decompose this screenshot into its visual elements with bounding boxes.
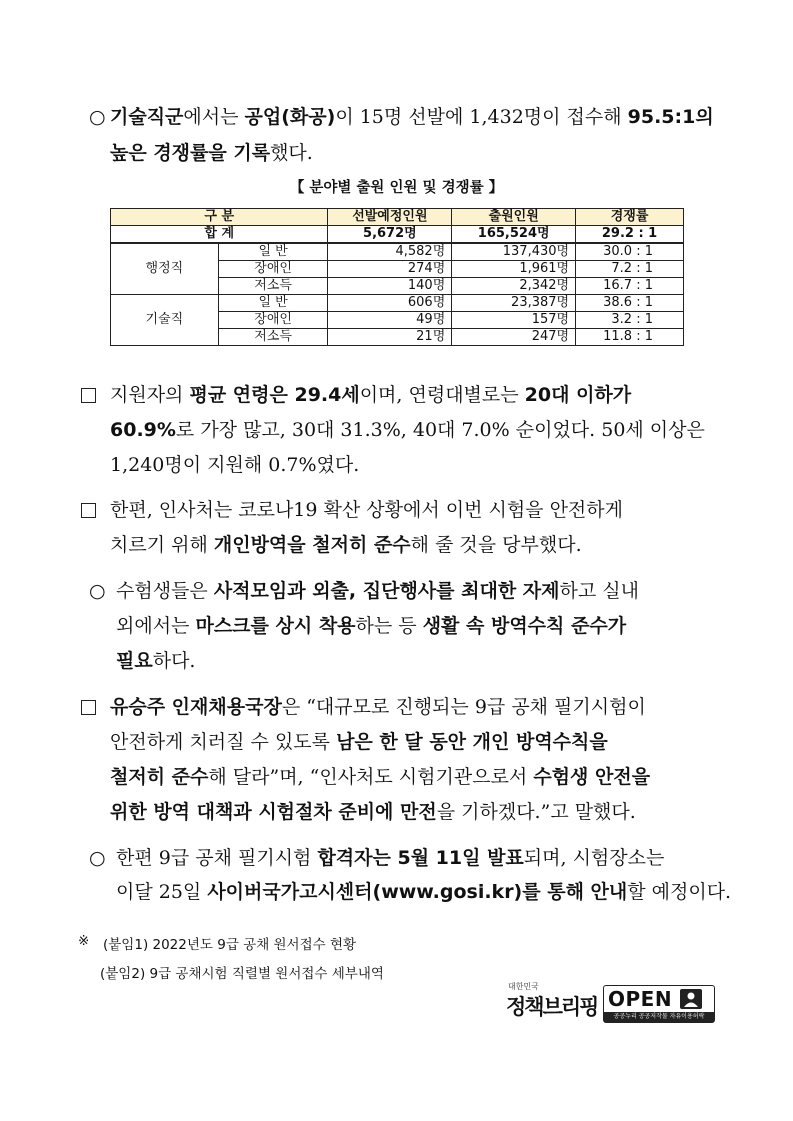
checkbox-square-icon	[81, 503, 96, 518]
para6-line1: 한편 9급 공채 필기시험 합격자는 5월 11일 발표되며, 시험장소는	[116, 847, 665, 869]
table-title: 【 분야별 출원 인원 및 경쟁률 】	[289, 180, 504, 196]
checkbox-square-icon	[81, 700, 96, 715]
bullet-circle: ○	[89, 580, 106, 602]
group-label: 행정직	[111, 243, 219, 295]
group-label: 기술직	[111, 295, 219, 346]
table-row: 기술직 일 반 606명 23,387명 38.6 : 1	[111, 295, 684, 312]
table-total-row: 합 계 5,672명 165,524명 29.2 : 1	[111, 226, 684, 244]
open-license-logo: OPEN 공공누리 공공저작물 자유이용허락	[603, 985, 715, 1023]
para2-line3: 1,240명이 지원해 0.7%였다.	[110, 454, 360, 476]
person-icon	[680, 989, 702, 1009]
table-row: 저소득 21명 247명 11.8 : 1	[111, 329, 684, 346]
table-row: 장애인 49명 157명 3.2 : 1	[111, 312, 684, 329]
para1-line1: 기술직군에서는 공업(화공)이 15명 선발에 1,432명이 접수해 95.5:1의	[110, 106, 714, 128]
bullet-circle: ○	[89, 106, 106, 128]
applicant-table	[110, 208, 684, 346]
para5-line2: 안전하게 치러질 수 있도록 남은 한 달 동안 개인 방역수칙을	[110, 731, 608, 753]
table-row: 행정직 일 반 4,582명 137,430명 30.0 : 1	[111, 243, 684, 261]
para4-line3: 필요하다.	[116, 650, 196, 672]
attachment-note-1: (붙임1) 2022년도 9급 공채 원서접수 현황	[103, 937, 357, 953]
para3-line2: 치르기 위해 개인방역을 철저히 준수해 줄 것을 당부했다.	[110, 534, 582, 556]
table-row: 장애인 274명 1,961명 7.2 : 1	[111, 261, 684, 278]
para6-line2: 이달 25일 사이버국가고시센터(www.gosi.kr)를 통해 안내할 예정이다.	[116, 881, 732, 903]
para3-line1: 한편, 인사처는 코로나19 확산 상황에서 이번 시험을 안전하게	[110, 499, 623, 521]
header-planned: 선발예정인원	[328, 209, 452, 226]
header-category: 구 분	[111, 209, 328, 226]
table-header-row	[111, 209, 684, 226]
para5-line1: 유승주 인재채용국장은 “대규모로 진행되는 9급 공채 필기시험이	[110, 696, 646, 718]
para1-line2: 높은 경쟁률을 기록했다.	[110, 142, 313, 164]
para5-line4: 위한 방역 대책과 시험절차 준비에 만전을 기하겠다.”고 말했다.	[110, 801, 636, 823]
para4-line1: 수험생들은 사적모임과 외출, 집단행사를 최대한 자제하고 실내	[116, 580, 639, 602]
para2-line2: 60.9%로 가장 많고, 30대 31.3%, 40대 7.0% 순이었다. 50세 이상은	[110, 419, 705, 441]
note-mark: ※	[78, 933, 90, 949]
attribution-icon	[680, 989, 702, 1009]
open-sub-bar: 공공누리 공공저작물 자유이용허락	[604, 1012, 714, 1022]
attachment-note-2: (붙임2) 9급 공채시험 직렬별 원서접수 세부내역	[100, 966, 384, 982]
para5-line3: 철저히 준수해 달라”며, “인사처도 시험기관으로서 수험생 안전을	[110, 766, 651, 788]
table-row: 저소득 140명 2,342명 16.7 : 1	[111, 278, 684, 295]
para4-line2: 외에서는 마스크를 상시 착용하는 등 생활 속 방역수칙 준수가	[116, 615, 627, 637]
para2-line1: 지원자의 평균 연령은 29.4세이며, 연령대별로는 20대 이하가	[110, 384, 632, 406]
header-applied: 출원인원	[452, 209, 576, 226]
bullet-circle: ○	[89, 847, 106, 869]
header-ratio: 경쟁률	[576, 209, 684, 226]
policy-briefing-logo: 대한민국 정책브리핑	[506, 982, 598, 1019]
checkbox-square-icon	[81, 388, 96, 403]
